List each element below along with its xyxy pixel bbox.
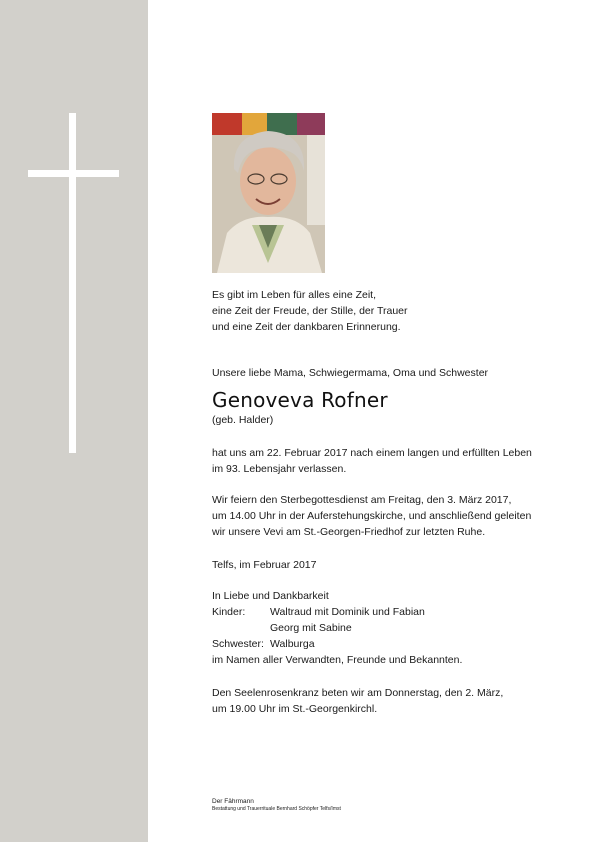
- children-label: Kinder:: [212, 606, 246, 618]
- verse-line: Es gibt im Leben für alles eine Zeit,: [212, 289, 377, 301]
- service-info: [212, 492, 572, 540]
- portrait-image: [212, 113, 325, 273]
- footer-company: Der Fährmann: [212, 798, 254, 805]
- verse-line: und eine Zeit der dankbaren Erinnerung.: [212, 321, 401, 333]
- service-line: Wir feiern den Sterbegottesdienst am Freitag, den 3. März 2017,: [212, 494, 512, 506]
- place-date: [212, 557, 572, 573]
- footer-tagline: Bestattung und Trauerrituale Bernhard Schöpfer Telfs/Imst: [212, 806, 341, 812]
- children-label-spacer: [212, 620, 270, 636]
- cross-icon-bar: [28, 170, 119, 177]
- sister-row: [212, 636, 572, 652]
- deceased-name-block: [212, 388, 572, 428]
- children-row: [212, 604, 572, 620]
- children-name: Waltraud mit Dominik und Fabian: [270, 606, 425, 618]
- sister-name: Walburga: [270, 638, 315, 650]
- service-line: wir unsere Vevi am St.-Georgen-Friedhof zur letzten Ruhe.: [212, 526, 486, 538]
- children-name: Georg mit Sabine: [270, 622, 352, 634]
- children-row: [212, 620, 572, 636]
- death-notice-line: hat uns am 22. Februar 2017 nach einem langen und erfüllten Leben: [212, 447, 532, 459]
- portrait-photo: [212, 113, 325, 273]
- sister-label: Schwester:: [212, 638, 264, 650]
- cross-icon: [69, 113, 76, 453]
- verse: [212, 287, 572, 335]
- sidebar-panel: [0, 0, 148, 842]
- mourners-closing: im Namen aller Verwandten, Freunde und Bekannten.: [212, 654, 463, 666]
- death-notice: [212, 445, 572, 477]
- maiden-name: (geb. Halder): [212, 414, 274, 426]
- intro-text: Unsere liebe Mama, Schwiegermama, Oma und Schwester: [212, 367, 489, 379]
- rosary-info: [212, 685, 572, 717]
- mourners-heading: In Liebe und Dankbarkeit: [212, 590, 329, 602]
- death-notice-line: im 93. Lebensjahr verlassen.: [212, 463, 347, 475]
- verse-line: eine Zeit der Freude, der Stille, der Trauer: [212, 305, 408, 317]
- rosary-line: Den Seelenrosenkranz beten wir am Donnerstag, den 2. März,: [212, 687, 504, 699]
- footer: [212, 797, 341, 813]
- place-date-text: Telfs, im Februar 2017: [212, 559, 317, 571]
- service-line: um 14.00 Uhr in der Auferstehungskirche, und anschließend geleiten: [212, 510, 532, 522]
- intro: [212, 365, 572, 381]
- mourners: [212, 588, 572, 668]
- rosary-line: um 19.00 Uhr im St.-Georgenkirchl.: [212, 703, 378, 715]
- deceased-name: Genoveva Rofner: [212, 388, 388, 412]
